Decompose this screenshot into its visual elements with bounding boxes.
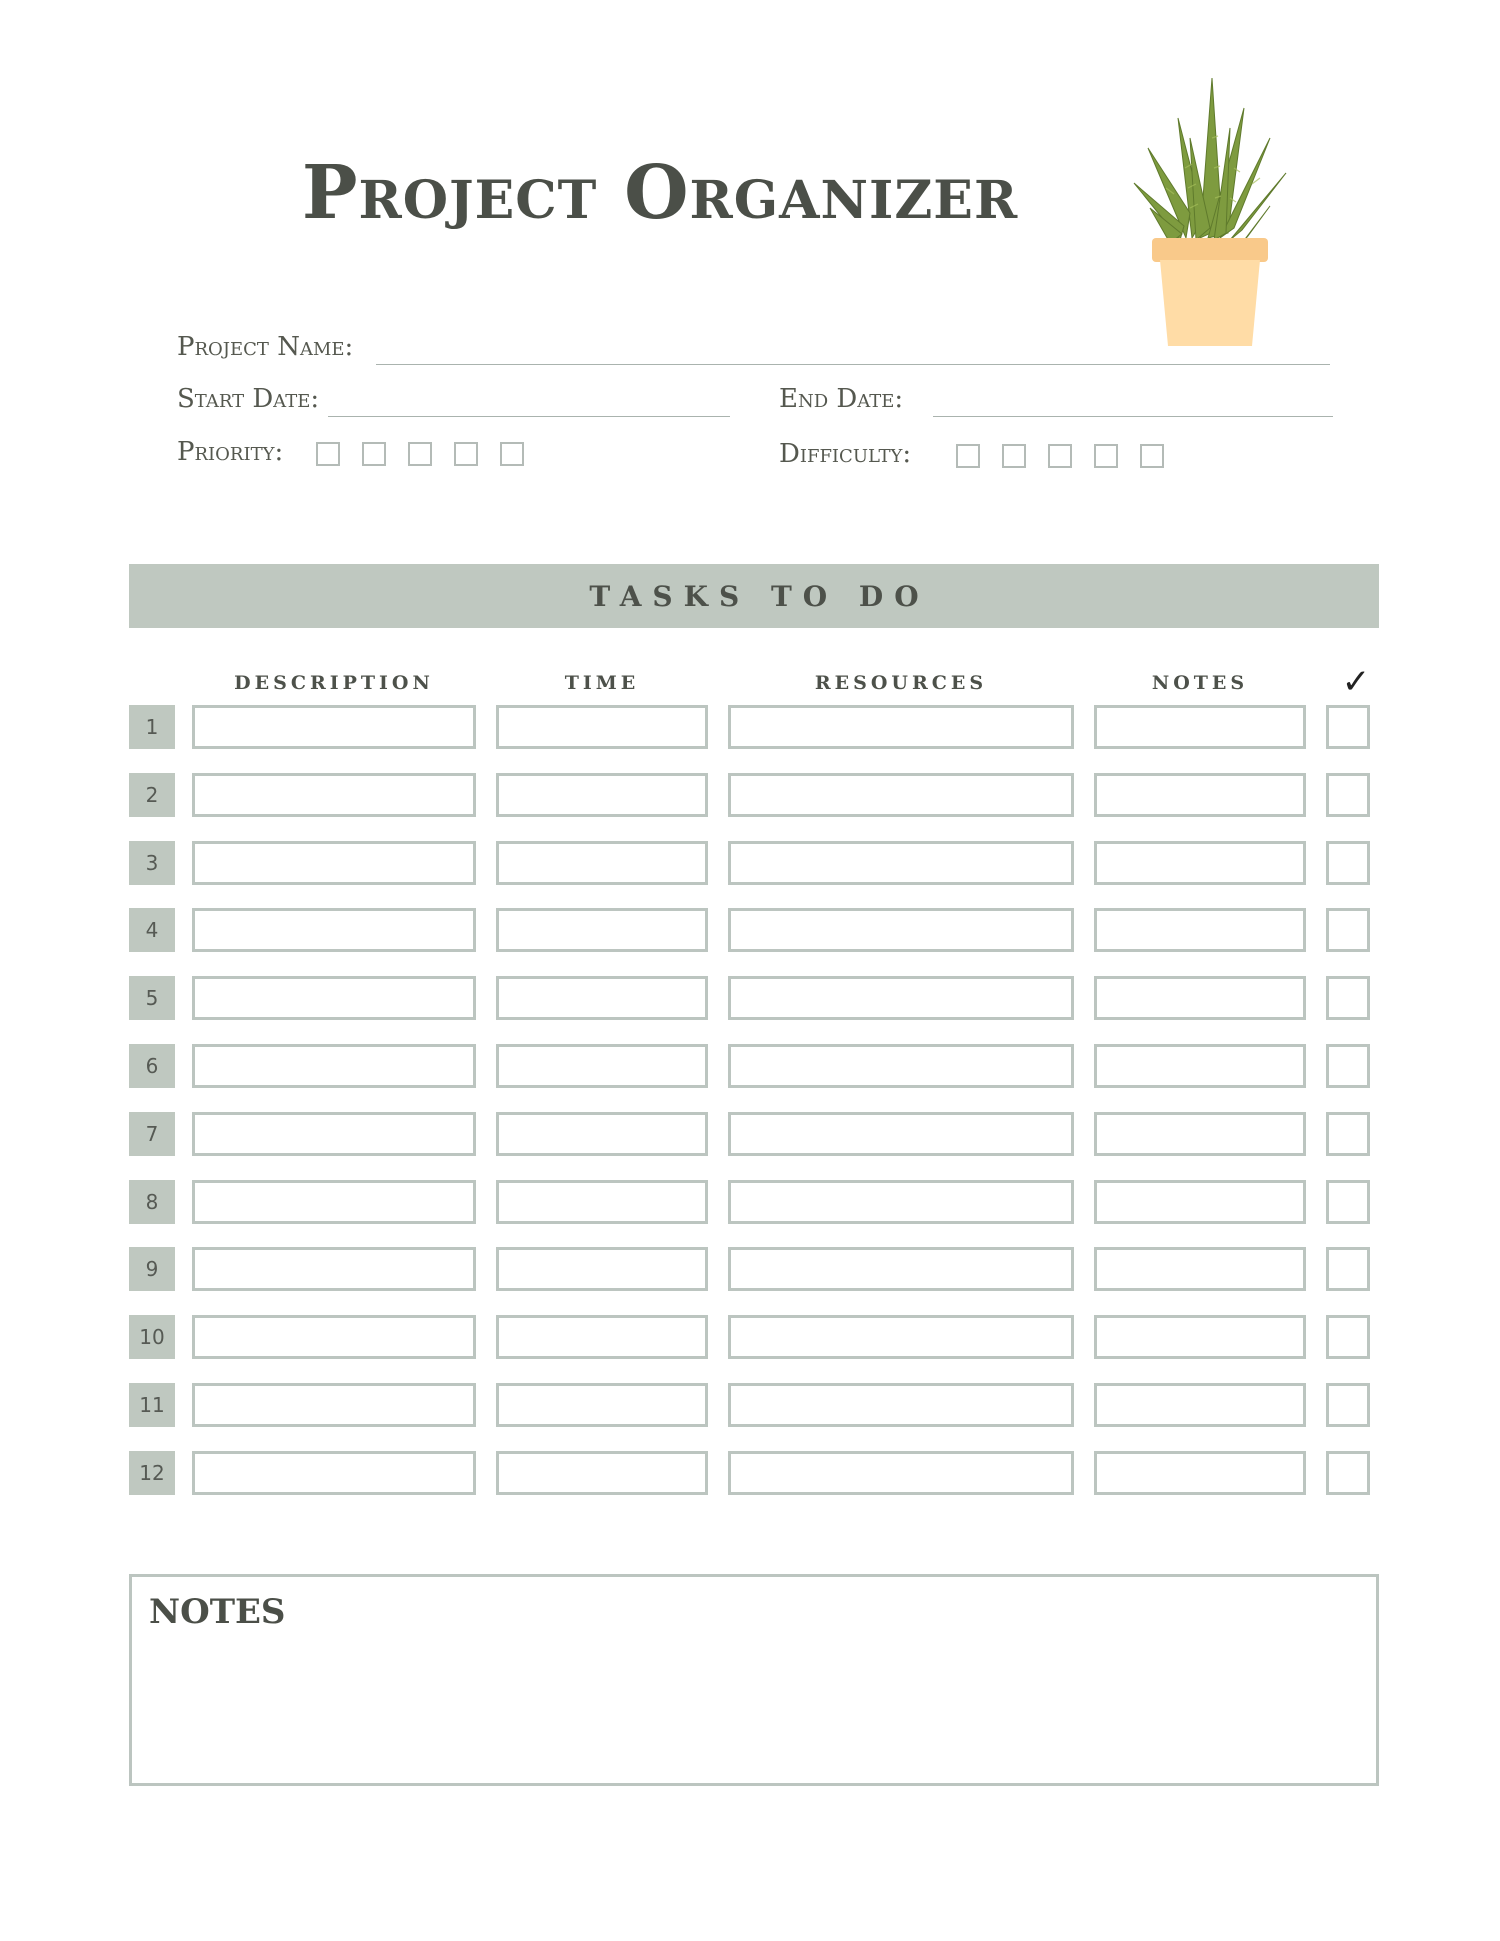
notes-cell[interactable] [1094,1315,1306,1359]
time-cell[interactable] [496,705,708,749]
difficulty-checkbox[interactable] [956,444,980,468]
column-header-description: DESCRIPTION [234,672,434,694]
time-cell[interactable] [496,1112,708,1156]
notes-box[interactable] [129,1574,1379,1786]
potted-plant-icon [1130,78,1290,348]
row-number: 10 [129,1315,175,1359]
resources-cell[interactable] [728,1180,1074,1224]
priority-checkbox[interactable] [316,442,340,466]
page-title: Project Organizer [301,150,1019,236]
project-name-field[interactable] [376,364,1330,365]
row-number: 4 [129,908,175,952]
project-name-label: Project Name: [177,332,354,362]
tasks-banner [129,564,1379,628]
column-header-notes: NOTES [1151,672,1249,694]
difficulty-checkbox[interactable] [1094,444,1118,468]
start-date-label: Start Date: [177,384,320,414]
done-checkbox[interactable] [1326,773,1370,817]
resources-cell[interactable] [728,976,1074,1020]
description-cell[interactable] [192,1044,476,1088]
notes-cell[interactable] [1094,1180,1306,1224]
end-date-field[interactable] [933,416,1333,417]
row-number: 6 [129,1044,175,1088]
priority-checkbox[interactable] [500,442,524,466]
checkmark-icon: ✓ [1341,662,1371,702]
end-date-label: End Date: [779,384,904,414]
start-date-field[interactable] [328,416,730,417]
notes-cell[interactable] [1094,1044,1306,1088]
done-checkbox[interactable] [1326,841,1370,885]
done-checkbox[interactable] [1326,1180,1370,1224]
done-checkbox[interactable] [1326,1315,1370,1359]
description-cell[interactable] [192,773,476,817]
notes-cell[interactable] [1094,1383,1306,1427]
row-number: 8 [129,1180,175,1224]
resources-cell[interactable] [728,841,1074,885]
resources-cell[interactable] [728,1247,1074,1291]
resources-cell[interactable] [728,1112,1074,1156]
time-cell[interactable] [496,1180,708,1224]
resources-cell[interactable] [728,1315,1074,1359]
time-cell[interactable] [496,1451,708,1495]
difficulty-checkbox[interactable] [1002,444,1026,468]
priority-rating [316,442,524,466]
description-cell[interactable] [192,1247,476,1291]
description-cell[interactable] [192,1112,476,1156]
resources-cell[interactable] [728,705,1074,749]
done-checkbox[interactable] [1326,1044,1370,1088]
time-cell[interactable] [496,1044,708,1088]
description-cell[interactable] [192,1451,476,1495]
difficulty-checkbox[interactable] [1048,444,1072,468]
time-cell[interactable] [496,1315,708,1359]
resources-cell[interactable] [728,908,1074,952]
notes-cell[interactable] [1094,1112,1306,1156]
description-cell[interactable] [192,841,476,885]
row-number: 11 [129,1383,175,1427]
priority-checkbox[interactable] [408,442,432,466]
description-cell[interactable] [192,908,476,952]
row-number: 9 [129,1247,175,1291]
notes-cell[interactable] [1094,976,1306,1020]
done-checkbox[interactable] [1326,1112,1370,1156]
done-checkbox[interactable] [1326,1451,1370,1495]
time-cell[interactable] [496,976,708,1020]
description-cell[interactable] [192,1315,476,1359]
row-number: 3 [129,841,175,885]
time-cell[interactable] [496,1383,708,1427]
description-cell[interactable] [192,1383,476,1427]
notes-cell[interactable] [1094,705,1306,749]
description-cell[interactable] [192,705,476,749]
time-cell[interactable] [496,773,708,817]
done-checkbox[interactable] [1326,976,1370,1020]
time-cell[interactable] [496,908,708,952]
row-number: 12 [129,1451,175,1495]
row-number: 2 [129,773,175,817]
notes-cell[interactable] [1094,773,1306,817]
resources-cell[interactable] [728,773,1074,817]
priority-checkbox[interactable] [362,442,386,466]
notes-cell[interactable] [1094,908,1306,952]
row-number: 7 [129,1112,175,1156]
priority-checkbox[interactable] [454,442,478,466]
notes-cell[interactable] [1094,1247,1306,1291]
notes-cell[interactable] [1094,1451,1306,1495]
difficulty-label: Difficulty: [779,439,912,469]
resources-cell[interactable] [728,1451,1074,1495]
done-checkbox[interactable] [1326,705,1370,749]
done-checkbox[interactable] [1326,1247,1370,1291]
row-number: 1 [129,705,175,749]
tasks-banner-title: TASKS TO DO [589,579,930,613]
done-checkbox[interactable] [1326,1383,1370,1427]
resources-cell[interactable] [728,1383,1074,1427]
row-number: 5 [129,976,175,1020]
time-cell[interactable] [496,1247,708,1291]
description-cell[interactable] [192,1180,476,1224]
column-header-resources: RESOURCES [814,672,988,694]
notes-title: NOTES [149,1592,286,1632]
done-checkbox[interactable] [1326,908,1370,952]
time-cell[interactable] [496,841,708,885]
difficulty-rating [956,444,1164,468]
description-cell[interactable] [192,976,476,1020]
column-header-time: TIME [564,672,640,694]
priority-label: Priority: [177,437,284,467]
resources-cell[interactable] [728,1044,1074,1088]
difficulty-checkbox[interactable] [1140,444,1164,468]
notes-cell[interactable] [1094,841,1306,885]
